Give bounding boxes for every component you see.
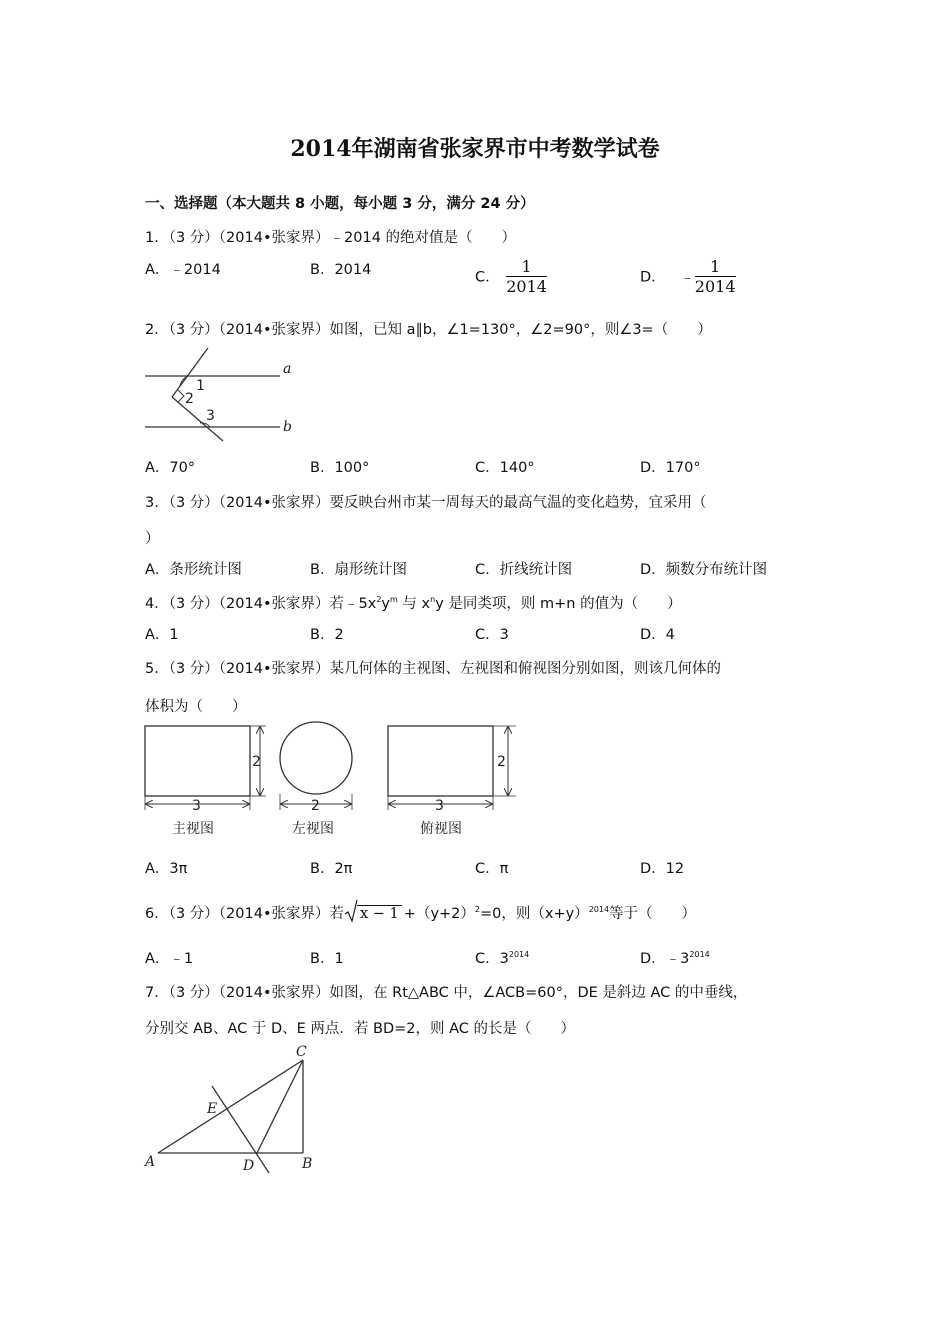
q5-option-a: A．3π: [145, 861, 188, 877]
question-5-cont: 体积为（ ）: [145, 699, 247, 715]
sqrt-icon: [344, 900, 358, 924]
question-3-cont: ）: [145, 531, 160, 547]
q2-option-a: A．70°: [145, 460, 196, 476]
question-7: 7．（3 分）（2014•张家界）如图，在 Rt△ABC 中，∠ACB=60°，DE 是斜边 AC 的中垂线，: [145, 985, 748, 1001]
q5-left-diameter: 2: [311, 798, 320, 814]
q1-option-d-fraction: $\frac{1}{2014}$: [694, 257, 736, 296]
q5-caption-left-view: 左视图: [292, 821, 334, 837]
q6-option-c: C．$3^{2014}$: [475, 950, 530, 967]
q1-option-b: B．2014: [310, 262, 372, 278]
q5-caption-main-view: 主视图: [172, 821, 214, 837]
q2-parallel-lines-figure: [140, 345, 310, 445]
question-1: 1．（3 分）（2014•张家界）﹣2014 的绝对值是（ ）: [145, 230, 517, 246]
section-heading: 一、选择题（本大题共 8 小题，每小题 3 分，满分 24 分）: [145, 196, 535, 212]
question-5: 5．（3 分）（2014•张家界）某几何体的主视图、左视图和俯视图分别如图，则该几何体的: [145, 661, 722, 677]
q1-option-d: D． ﹣ $\frac{1}{2014}$: [640, 257, 736, 296]
page-title: 2014年湖南省张家界市中考数学试卷: [290, 136, 660, 162]
q4-option-d: D．4: [640, 627, 675, 643]
q3-option-a: A．条形统计图: [145, 562, 242, 578]
q7-label-a: A: [145, 1154, 156, 1170]
q3-option-b: B．扇形统计图: [310, 562, 407, 578]
q5-caption-top-view: 俯视图: [420, 821, 462, 837]
q2-label-a: a: [283, 361, 292, 377]
q5-main-width: 3: [192, 798, 201, 814]
question-2: 2．（3 分）（2014•张家界）如图，已知 a∥b，∠1=130°，∠2=90°，则∠3=（ ）: [145, 322, 712, 338]
q4-option-a: A．1: [145, 627, 179, 643]
q5-top-width: 3: [435, 798, 444, 814]
question-7-cont: 分别交 AB、AC 于 D、E 两点．若 BD=2，则 AC 的长是（ ）: [145, 1021, 576, 1037]
q3-option-d: D．频数分布统计图: [640, 562, 768, 578]
q7-triangle-figure: [140, 1040, 330, 1180]
q1-option-a: A．﹣2014: [145, 262, 221, 278]
q5-option-d: D．12: [640, 861, 685, 877]
q2-option-b: B．100°: [310, 460, 370, 476]
q2-option-c: C．140°: [475, 460, 535, 476]
q6-option-b: B．1: [310, 951, 344, 967]
q5-main-height: 2: [252, 754, 261, 770]
question-6: 6．（3 分）（2014•张家界）若 $x - 1 +(y+2)^2=0$，则$(x+y)^{2014}$等于（ ）: [145, 902, 696, 923]
q7-label-d: D: [243, 1158, 255, 1174]
question-4: 4．（3 分）（2014•张家界）若$﹣5x^2y^m$ 与 $x^ny$ 是同类项，则 m+n 的值为（ ）: [145, 595, 682, 612]
q7-label-e: E: [207, 1101, 218, 1117]
q6-radical: x − 1: [344, 906, 402, 922]
q1-option-c-fraction: $\frac{1}{2014}$: [506, 257, 547, 296]
q6-option-d: D．$﹣3^{2014}$: [640, 950, 710, 967]
q5-option-c: C．π: [475, 861, 509, 877]
q2-label-1: 1: [196, 378, 205, 394]
q5-three-views-figure: [140, 718, 530, 843]
q7-label-c: C: [296, 1044, 307, 1060]
q3-option-c: C．折线统计图: [475, 562, 573, 578]
q7-label-b: B: [302, 1156, 313, 1172]
q4-option-c: C．3: [475, 627, 509, 643]
q6-option-a: A．﹣1: [145, 951, 194, 967]
q2-label-2: 2: [185, 391, 194, 407]
q2-option-d: D．170°: [640, 460, 701, 476]
q2-label-3: 3: [206, 408, 215, 424]
q4-option-b: B．2: [310, 627, 344, 643]
q1-option-c: C． $\frac{1}{2014}$: [475, 257, 547, 296]
q2-label-b: b: [283, 419, 292, 435]
q5-option-b: B．2π: [310, 861, 353, 877]
question-3: 3．（3 分）（2014•张家界）要反映台州市某一周每天的最高气温的变化趋势，宜采用（: [145, 495, 707, 511]
q5-top-height: 2: [497, 754, 506, 770]
